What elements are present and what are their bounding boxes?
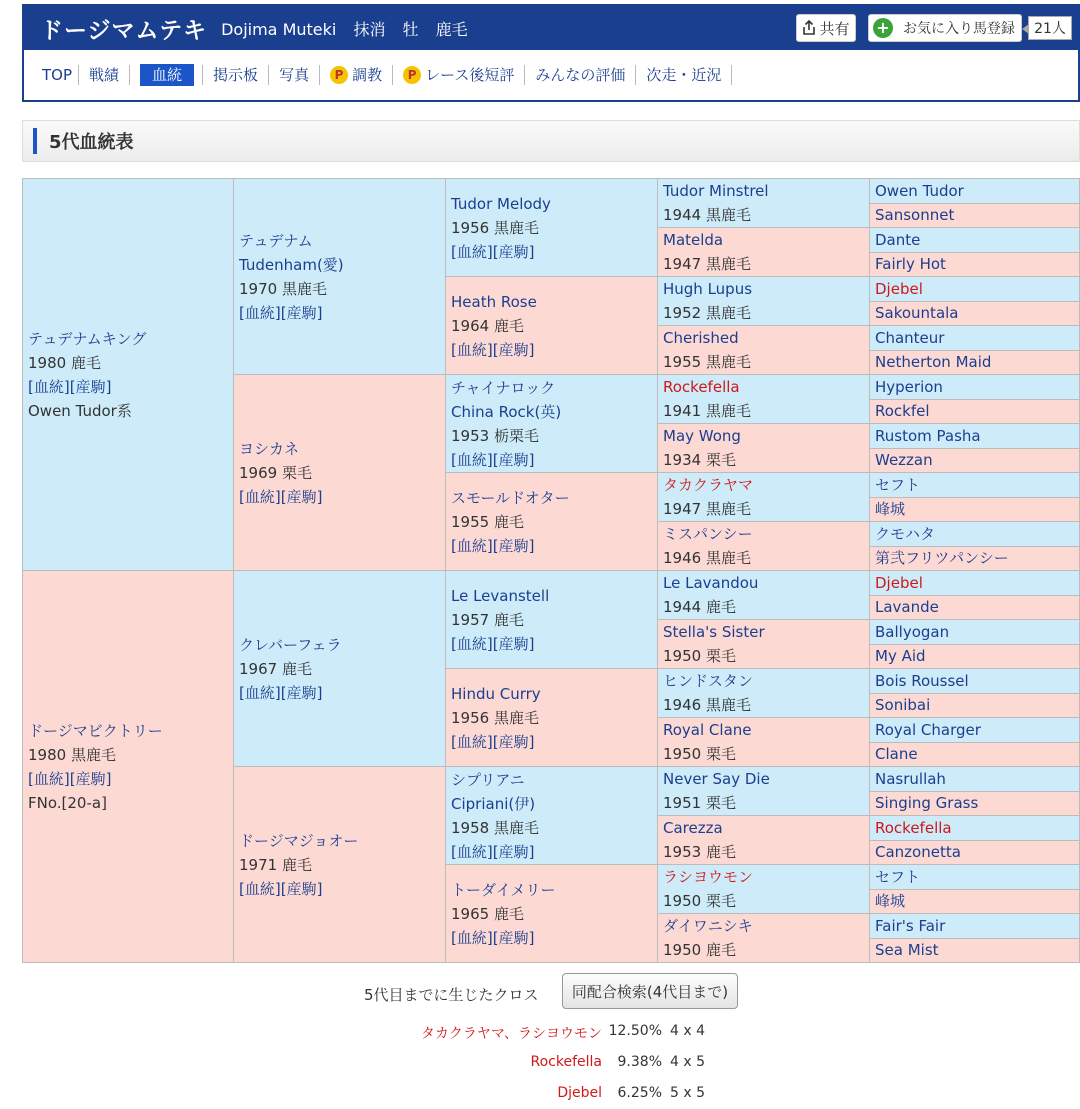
pedigree-cell-gen1: [22, 570, 234, 963]
horse-year-color: 1957 鹿毛: [451, 610, 524, 629]
cross-generation: 4 x 4: [670, 1023, 705, 1039]
horse-name-link[interactable]: Bois Roussel: [875, 671, 969, 690]
horse-name-link[interactable]: Sea Mist: [875, 941, 939, 960]
favorite-label: お気に入り馬登録: [903, 21, 1015, 37]
cross-row: [0, 1085, 1080, 1107]
pedigree-cell-gen2: [233, 766, 446, 963]
horse-name-link[interactable]: ドージマジョオー: [239, 831, 359, 850]
horse-links: [239, 485, 445, 509]
horse-name-link[interactable]: Sansonnet: [875, 206, 955, 225]
pedigree-cell-gen5: [869, 791, 1080, 817]
horse-name-link[interactable]: Rockefella: [875, 818, 952, 837]
horse-links: [239, 301, 445, 325]
premium-p-icon: P: [330, 66, 348, 84]
horse-name: ドージマムテキ: [40, 17, 208, 44]
pedigree-cell-gen3: [445, 472, 658, 571]
horse-year-color: 1950 鹿毛: [663, 941, 736, 959]
pedigree-cell-gen5: [869, 472, 1080, 498]
horse-name-link[interactable]: 峰城: [875, 892, 906, 911]
horse-pedigree-link[interactable]: [血統]: [451, 242, 493, 261]
horse-name-link[interactable]: Rockfel: [875, 402, 930, 421]
pedigree-cell-gen5: [869, 276, 1080, 302]
horse-offspring-link[interactable]: [産駒]: [280, 879, 323, 898]
horse-year-color: 1971 鹿毛: [239, 855, 312, 874]
horse-year-color: 1952 黒鹿毛: [663, 304, 751, 322]
pedigree-cell-gen4: [657, 374, 870, 424]
horse-links: [451, 338, 657, 362]
horse-pedigree-link[interactable]: [血統]: [451, 536, 493, 555]
pedigree-cell-gen3: [445, 276, 658, 375]
horse-year-color: 1950 栗毛: [663, 745, 736, 763]
horse-name-link[interactable]: Rustom Pasha: [875, 426, 981, 445]
horse-name-link[interactable]: Sakountala: [875, 304, 959, 323]
horse-name-link[interactable]: Hyperion: [875, 377, 943, 396]
horse-name-link[interactable]: Nasrullah: [875, 769, 946, 788]
horse-name-link[interactable]: クレバーフェラ: [239, 635, 342, 654]
horse-name-link[interactable]: My Aid: [875, 647, 926, 666]
horse-year-color: 1980 鹿毛: [28, 353, 101, 372]
horse-offspring-link[interactable]: [産駒]: [280, 683, 323, 702]
horse-offspring-link[interactable]: [産駒]: [69, 377, 112, 396]
horse-links: [239, 877, 445, 901]
pedigree-cell-gen5: [869, 448, 1080, 474]
horse-name-link[interactable]: ヨシカネ: [239, 439, 300, 458]
horse-name-link[interactable]: Ballyogan: [875, 622, 950, 641]
horse-year-color: 1958 黒鹿毛: [451, 818, 539, 837]
pedigree-cell-gen5: [869, 399, 1080, 425]
tab-board[interactable]: [202, 65, 269, 85]
tab-next-race[interactable]: [636, 65, 732, 85]
tab-ratings-label: みんなの評価: [535, 66, 626, 84]
pedigree-cell-gen1: [22, 178, 234, 571]
horse-name-link[interactable]: Tudor Melody: [451, 194, 551, 213]
horse-year-color: 1950 栗毛: [663, 647, 736, 665]
pedigree-cell-gen5: [869, 521, 1080, 547]
horse-links: [239, 681, 445, 705]
horse-name-link[interactable]: Netherton Maid: [875, 353, 992, 372]
horse-name-link[interactable]: Rockefella: [663, 378, 740, 396]
tab-review-label: レース後短評: [425, 66, 515, 84]
horse-name-link[interactable]: セフト: [875, 475, 921, 494]
pedigree-cell-gen2: [233, 374, 446, 571]
pedigree-cell-gen4: [657, 178, 870, 228]
tab-top[interactable]: [32, 65, 78, 85]
cross-label: 5代目までに生じたクロス: [364, 986, 539, 1004]
horse-name-link[interactable]: ダイワニシキ: [663, 917, 753, 935]
horse-name-link[interactable]: ラシヨウモン: [663, 868, 754, 886]
pedigree-cell-gen3: [445, 374, 658, 473]
tab-ratings[interactable]: [525, 65, 636, 85]
horse-offspring-link[interactable]: [産駒]: [492, 536, 535, 555]
pedigree-cell-gen4: [657, 325, 870, 375]
horse-name-link[interactable]: ドージマビクトリー: [28, 721, 163, 740]
share-button[interactable]: [796, 14, 856, 42]
horse-name-link[interactable]: 第弐フリツパンシー: [875, 549, 1009, 568]
horse-offspring-link[interactable]: [産駒]: [280, 487, 323, 506]
horse-pedigree-link[interactable]: [血統]: [451, 450, 493, 469]
favorite-register-button[interactable]: [868, 14, 1022, 42]
horse-name-link[interactable]: 峰城: [875, 500, 906, 519]
share-label: 共有: [819, 19, 850, 38]
horse-name-link[interactable]: Stella's Sister: [663, 623, 765, 641]
horse-name-link[interactable]: Canzonetta: [875, 843, 961, 862]
pedigree-cell-gen4: [657, 570, 870, 620]
horse-links: [451, 448, 657, 472]
horse-offspring-link[interactable]: [産駒]: [492, 842, 535, 861]
pedigree-cell-gen5: [869, 203, 1080, 229]
horse-year-color: 1946 黒鹿毛: [663, 549, 751, 567]
tab-results-label: 戦績: [89, 66, 120, 84]
pedigree-cell-gen3: [445, 178, 658, 277]
horse-year-color: 1956 黒鹿毛: [451, 218, 539, 237]
horse-name-link[interactable]: Fairly Hot: [875, 255, 946, 274]
pedigree-cell-gen2: [233, 570, 446, 767]
section-header: [22, 120, 1080, 162]
horse-name-link[interactable]: ミスパンシー: [663, 525, 753, 543]
pedigree-cell-gen3: [445, 570, 658, 669]
horse-links: [451, 730, 657, 754]
horse-offspring-link[interactable]: [産駒]: [280, 303, 323, 322]
section-title: 5代血統表: [49, 132, 134, 153]
horse-offspring-link[interactable]: [産駒]: [69, 769, 112, 788]
horse-name-link[interactable]: ヒンドスタン: [663, 672, 753, 690]
horse-name-link[interactable]: Never Say Die: [663, 770, 770, 788]
horse-year-color: 1980 黒鹿毛: [28, 745, 116, 764]
cross-horse-name[interactable]: Djebel: [557, 1085, 602, 1101]
tab-board-label: 掲示板: [213, 66, 259, 84]
pedigree-cell-gen5: [869, 301, 1080, 327]
premium-p-icon: P: [403, 66, 421, 84]
cross-percentage: 9.38%: [617, 1054, 662, 1070]
horse-year-color: 1941 黒鹿毛: [663, 402, 751, 420]
horse-year-color: 1947 黒鹿毛: [663, 255, 751, 273]
tab-pedigree[interactable]: [130, 64, 202, 86]
horse-pedigree-link[interactable]: [血統]: [239, 487, 281, 506]
pedigree-cell-gen5: [869, 840, 1080, 866]
pedigree-cell-gen4: [657, 668, 870, 718]
horse-year-color: 1934 栗毛: [663, 451, 736, 469]
tab-pedigree-label: 血統: [140, 64, 194, 86]
pedigree-cell-gen4: [657, 423, 870, 473]
horse-name-link[interactable]: Owen Tudor: [875, 181, 964, 200]
horse-name-link[interactable]: Matelda: [663, 231, 724, 249]
horse-name-link[interactable]: Royal Charger: [875, 720, 981, 739]
horse-name-en-link[interactable]: Tudenham(愛): [239, 255, 344, 274]
section-accent-bar: [33, 128, 37, 154]
horse-year-color: 1964 鹿毛: [451, 316, 524, 335]
horse-name-link[interactable]: Clane: [875, 745, 918, 764]
pedigree-cell-gen4: [657, 227, 870, 277]
pedigree-cell-gen2: [233, 178, 446, 375]
pedigree-cell-gen5: [869, 595, 1080, 621]
pedigree-cell-gen5: [869, 644, 1080, 670]
horse-name-link[interactable]: テュデナム: [239, 231, 313, 250]
horse-year-color: 1965 鹿毛: [451, 904, 524, 923]
horse-name-link[interactable]: Wezzan: [875, 451, 933, 470]
horse-name-link[interactable]: チャイナロック: [451, 378, 556, 397]
horse-name-en-link[interactable]: Cipriani(伊): [451, 794, 536, 813]
horse-name-link[interactable]: Cherished: [663, 329, 739, 347]
pedigree-cell-gen4: [657, 864, 870, 914]
cross-percentage: 6.25%: [617, 1085, 662, 1101]
tab-top-label: TOP: [42, 66, 73, 84]
pedigree-cell-gen5: [869, 546, 1080, 572]
pedigree-cell-gen5: [869, 938, 1080, 964]
horse-pedigree-link[interactable]: [血統]: [239, 303, 281, 322]
horse-header: [22, 4, 1080, 102]
pedigree-cell-gen5: [869, 864, 1080, 890]
horse-year-color: 1970 黒鹿毛: [239, 279, 327, 298]
horse-pedigree-link[interactable]: [血統]: [451, 842, 493, 861]
tab-nav: [24, 50, 1078, 100]
horse-links: [28, 375, 233, 399]
horse-year-color: 1953 鹿毛: [663, 843, 736, 861]
pedigree-cell-gen5: [869, 913, 1080, 939]
horse-pedigree-link[interactable]: [血統]: [28, 769, 70, 788]
cross-horse-name[interactable]: Rockefella: [530, 1054, 602, 1070]
pedigree-cell-gen3: [445, 766, 658, 865]
horse-name-link[interactable]: Le Levanstell: [451, 586, 550, 605]
pedigree-cell-gen5: [869, 350, 1080, 376]
horse-year-color: 1967 鹿毛: [239, 659, 312, 678]
horse-pedigree-link[interactable]: [血統]: [239, 683, 281, 702]
pedigree-cell-gen4: [657, 815, 870, 865]
pedigree-cell-gen5: [869, 889, 1080, 915]
horse-year-color: 1955 黒鹿毛: [663, 353, 751, 371]
horse-year-color: 1951 栗毛: [663, 794, 736, 812]
pedigree-table: [22, 178, 1080, 962]
cross-horse-name[interactable]: タカクラヤマ、ラシヨウモン: [420, 1026, 602, 1042]
horse-extra-info: FNo.[20-a]: [28, 793, 107, 812]
pedigree-cell-gen5: [869, 619, 1080, 645]
horse-offspring-link[interactable]: [産駒]: [492, 242, 535, 261]
pedigree-cell-gen5: [869, 423, 1080, 449]
horse-name-link[interactable]: テュデナムキング: [28, 329, 147, 348]
plus-pin-icon: +: [873, 18, 893, 38]
horse-pedigree-link[interactable]: [血統]: [28, 377, 70, 396]
horse-name-link[interactable]: Hindu Curry: [451, 684, 541, 703]
horse-name-link[interactable]: Lavande: [875, 598, 939, 617]
horse-offspring-link[interactable]: [産駒]: [492, 732, 535, 751]
horse-name-link[interactable]: Carezza: [663, 819, 723, 837]
horse-name-link[interactable]: Sonibai: [875, 696, 931, 715]
tab-photo-label: 写真: [279, 66, 310, 84]
horse-links: [451, 840, 657, 864]
horse-links: [451, 240, 657, 264]
horse-pedigree-link[interactable]: [血統]: [451, 340, 493, 359]
pedigree-cell-gen5: [869, 717, 1080, 743]
horse-year-color: 1953 栃栗毛: [451, 426, 539, 445]
horse-year-color: 1955 鹿毛: [451, 512, 524, 531]
horse-name-link[interactable]: Fair's Fair: [875, 916, 946, 935]
horse-name-en-link[interactable]: China Rock(英): [451, 402, 562, 421]
horse-color: 鹿毛: [435, 19, 468, 39]
horse-name-en: Dojima Muteki: [221, 19, 337, 39]
horse-links: [451, 926, 657, 950]
pedigree-cell-gen5: [869, 766, 1080, 792]
horse-pedigree-link[interactable]: [血統]: [451, 928, 493, 947]
pedigree-cell-gen5: [869, 815, 1080, 841]
horse-year-color: 1946 黒鹿毛: [663, 696, 751, 714]
pedigree-cell-gen4: [657, 619, 870, 669]
pedigree-cell-gen4: [657, 766, 870, 816]
share-icon: [802, 20, 816, 36]
horse-offspring-link[interactable]: [産駒]: [492, 634, 535, 653]
horse-links: [451, 632, 657, 656]
horse-name-link[interactable]: Royal Clane: [663, 721, 752, 739]
pedigree-cell-gen5: [869, 374, 1080, 400]
pedigree-cell-gen3: [445, 668, 658, 767]
horse-name-link[interactable]: Hugh Lupus: [663, 280, 753, 298]
tab-training[interactable]: [320, 65, 393, 85]
pedigree-cell-gen5: [869, 325, 1080, 351]
horse-name-link[interactable]: May Wong: [663, 427, 741, 445]
pedigree-cell-gen4: [657, 276, 870, 326]
pedigree-cell-gen5: [869, 227, 1080, 253]
horse-pedigree-link[interactable]: [血統]: [239, 879, 281, 898]
horse-pedigree-link[interactable]: [血統]: [451, 634, 493, 653]
tab-race-review[interactable]: [393, 65, 525, 85]
horse-name-link[interactable]: Le Lavandou: [663, 574, 759, 592]
horse-extra-info: Owen Tudor系: [28, 401, 132, 420]
title-bar: [24, 6, 1078, 50]
pedigree-cell-gen3: [445, 864, 658, 963]
horse-name-link[interactable]: Tudor Minstrel: [663, 182, 769, 200]
horse-name-link[interactable]: スモールドオター: [451, 488, 570, 507]
horse-name-link[interactable]: トーダイメリー: [451, 880, 556, 899]
tab-photo[interactable]: [269, 65, 320, 85]
horse-name-link[interactable]: セフト: [875, 867, 921, 886]
favorite-count-badge: 21人: [1028, 16, 1072, 40]
horse-name-link[interactable]: Heath Rose: [451, 292, 537, 311]
horse-name-link[interactable]: Djebel: [875, 279, 923, 298]
horse-links: [451, 534, 657, 558]
tab-training-label: 調教: [352, 66, 383, 84]
horse-meta: [221, 17, 480, 40]
pedigree-cell-gen5: [869, 252, 1080, 278]
pedigree-cell-gen5: [869, 178, 1080, 204]
horse-name-link[interactable]: Djebel: [875, 573, 923, 592]
horse-name-link[interactable]: タカクラヤマ: [663, 476, 754, 494]
horse-year-color: 1947 黒鹿毛: [663, 500, 751, 518]
horse-name-link[interactable]: Singing Grass: [875, 794, 979, 813]
horse-offspring-link[interactable]: [産駒]: [492, 450, 535, 469]
pedigree-cell-gen4: [657, 913, 870, 963]
pedigree-cell-gen5: [869, 693, 1080, 719]
horse-pedigree-link[interactable]: [血統]: [451, 732, 493, 751]
horse-status: 抹消: [353, 19, 386, 39]
horse-year-color: 1944 鹿毛: [663, 598, 736, 616]
tab-results[interactable]: [78, 65, 130, 85]
pedigree-cell-gen4: [657, 717, 870, 767]
pedigree-cell-gen5: [869, 570, 1080, 596]
cross-row: [0, 1054, 1080, 1076]
horse-year-color: 1969 栗毛: [239, 463, 312, 482]
pedigree-cell-gen4: [657, 521, 870, 571]
horse-year-color: 1950 栗毛: [663, 892, 736, 910]
same-mating-search-button[interactable]: 同配合検索(4代目まで): [562, 973, 738, 1009]
cross-generation: 4 x 5: [670, 1054, 705, 1070]
cross-percentage: 12.50%: [608, 1023, 662, 1039]
pedigree-cell-gen5: [869, 742, 1080, 768]
cross-generation: 5 x 5: [670, 1085, 705, 1101]
horse-offspring-link[interactable]: [産駒]: [492, 928, 535, 947]
horse-links: [28, 767, 233, 791]
horse-year-color: 1944 黒鹿毛: [663, 206, 751, 224]
tab-next-label: 次走・近況: [646, 66, 722, 84]
pedigree-cell-gen5: [869, 668, 1080, 694]
cross-row: [0, 1023, 1080, 1045]
horse-name-link[interactable]: Chanteur: [875, 328, 945, 347]
horse-name-link[interactable]: シプリアニ: [451, 770, 525, 789]
horse-offspring-link[interactable]: [産駒]: [492, 340, 535, 359]
pedigree-cell-gen5: [869, 497, 1080, 523]
horse-name-link[interactable]: クモハタ: [875, 524, 936, 543]
horse-sex: 牡: [402, 19, 419, 39]
horse-year-color: 1956 黒鹿毛: [451, 708, 539, 727]
horse-name-link[interactable]: Dante: [875, 230, 921, 249]
pedigree-cell-gen4: [657, 472, 870, 522]
